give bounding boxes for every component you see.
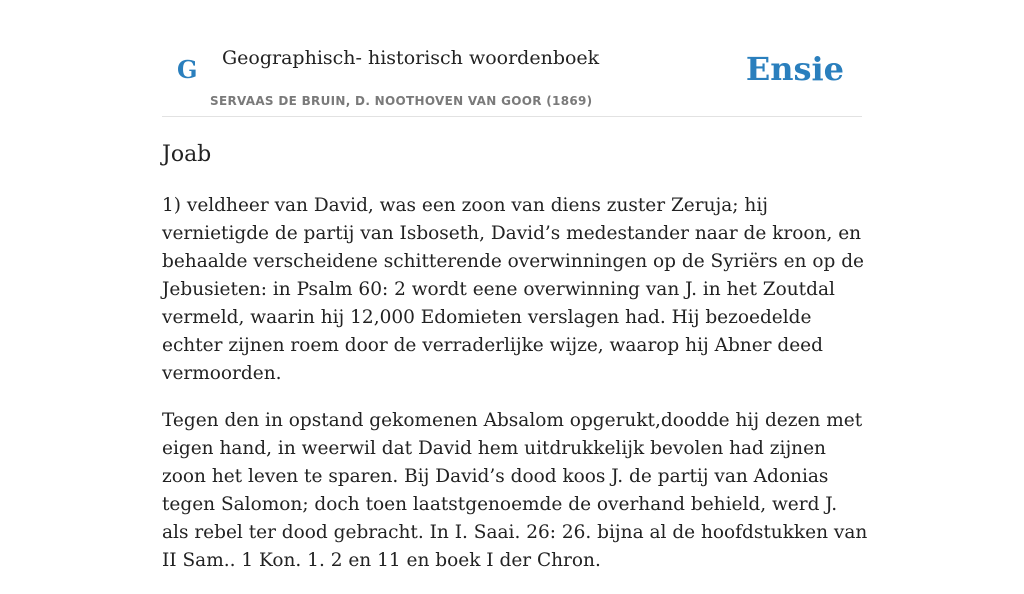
entry-title: Joab	[162, 142, 212, 167]
book-title-link[interactable]: Geographisch- historisch woordenboek	[222, 47, 600, 69]
book-author: SERVAAS DE BRUIN, D. NOOTHOVEN VAN GOOR (1869)	[210, 94, 593, 108]
entry-paragraph: Tegen den in opstand gekomenen Absalom opgerukt,doodde hij dezen met eigen hand, in weerwil dat David hem uitdrukkelijk bevolen had zijnen zoon het leven te sparen. Bij David’s dood koos J. de partij van Adonias tegen Salomon; doch toen laatstgenoemde de overhand behield, werd J. als rebel ter dood gebracht. In I. Saai. 26: 26. bijna al de hoofdstukken van II Sam.. 1 Kon. 1. 2 en 11 en boek I der Chron.	[162, 410, 868, 571]
entry-paragraph: 1) veldheer van David, was een zoon van diens zuster Zeruja; hij vernietigde de partij van Isboseth, David’s medestander naar de kroon, en behaalde verscheidene schitterende overwinningen op de Syriërs en op de Jebusieten: in Psalm 60: 2 wordt eene overwinning van J. in het Zoutdal vermeld, waarin hij 12,000 Edomieten verslagen had. Hij bezoedelde echter zijnen roem door de verraderlijke wijze, waarop hij Abner deed vermoorden.	[162, 195, 865, 384]
book-header	[162, 0, 862, 117]
entry-body	[162, 192, 868, 594]
ensie-logo-link[interactable]: Ensie	[745, 50, 844, 88]
index-letter-link[interactable]: G	[177, 55, 198, 84]
